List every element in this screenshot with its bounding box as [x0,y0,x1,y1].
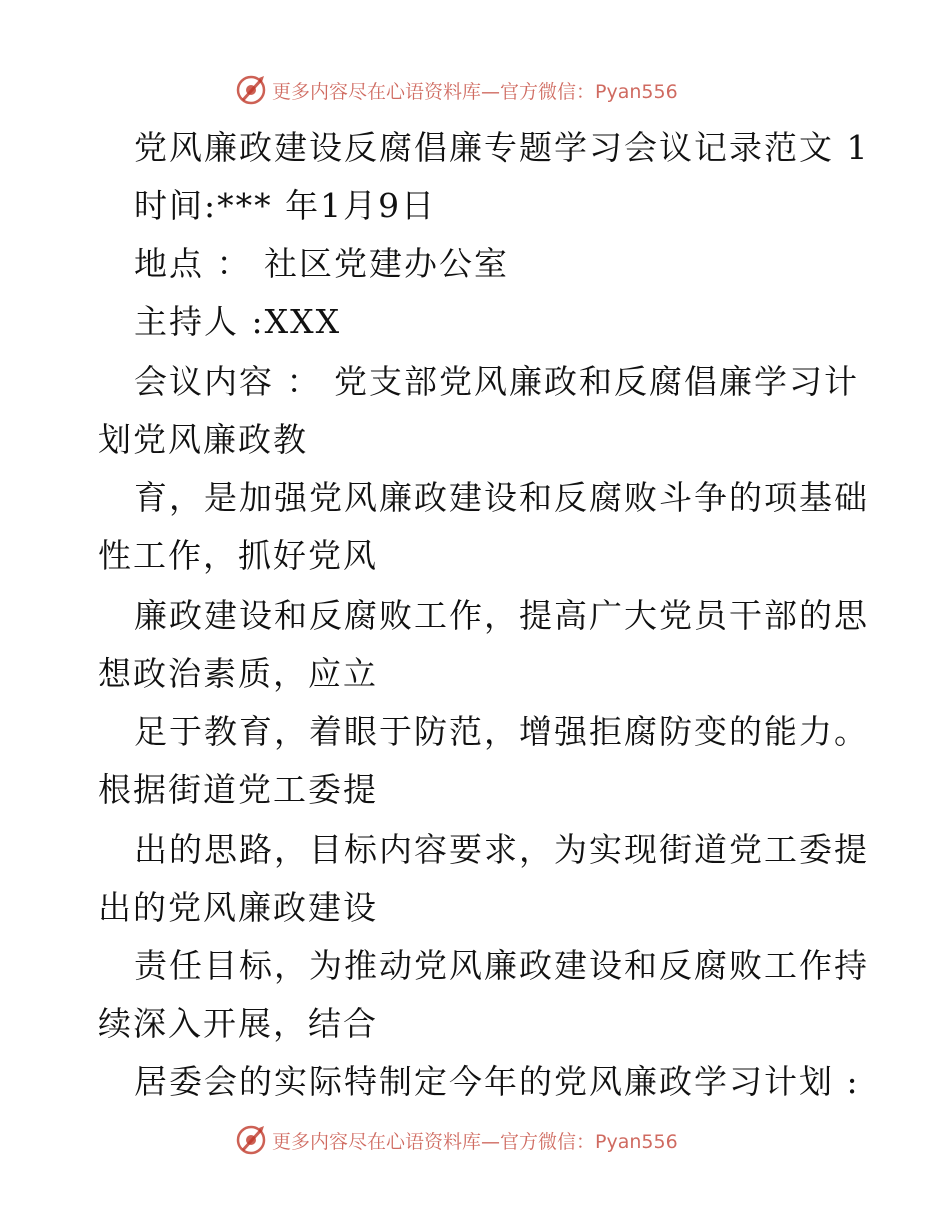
paragraph-line: 性工作，抓好党风 [98,536,378,575]
paragraph-line: 出的党风廉政建设 [98,888,378,927]
paragraph-line: 出的思路，目标内容要求，为实现街道党工委提 [134,830,869,869]
meeting-host: 主持人 :XXX [134,302,342,341]
watermark-text: 更多内容尽在心语资料库—官方微信：Pyan556 [272,80,678,103]
watermark-header [234,72,678,108]
paragraph-line: 责任目标，为推动党风廉政建设和反腐败工作持 [134,946,869,985]
paragraph-line: 廉政建设和反腐败工作，提高广大党员干部的思 [134,596,869,635]
watermark-footer [234,1122,678,1158]
paragraph-line: 足于教育，着眼于防范，增强拒腐防变的能力。 [134,712,869,751]
paragraph-line: 续深入开展，结合 [98,1004,378,1043]
paragraph-line: 划党风廉政教 [98,420,308,459]
document-title: 党风廉政建设反腐倡廉专题学习会议记录范文 1 [134,128,870,167]
paragraph-line: 想政治素质，应立 [98,654,378,693]
paragraph-line: 根据街道党工委提 [98,770,378,809]
meeting-time: 时间:*** 年1月9日 [134,186,437,225]
meeting-location: 地点 ： 社区党建办公室 [134,244,509,283]
paragraph-line: 居委会的实际特制定今年的党风廉政学习计划 : [134,1062,860,1101]
paragraph-line: 会议内容 ： 党支部党风廉政和反腐倡廉学习计 [134,362,859,401]
pen-logo-icon [234,1123,268,1157]
pen-logo-icon [234,73,268,107]
paragraph-line: 育，是加强党风廉政建设和反腐败斗争的项基础 [134,478,869,517]
watermark-text: 更多内容尽在心语资料库—官方微信：Pyan556 [272,1130,678,1153]
